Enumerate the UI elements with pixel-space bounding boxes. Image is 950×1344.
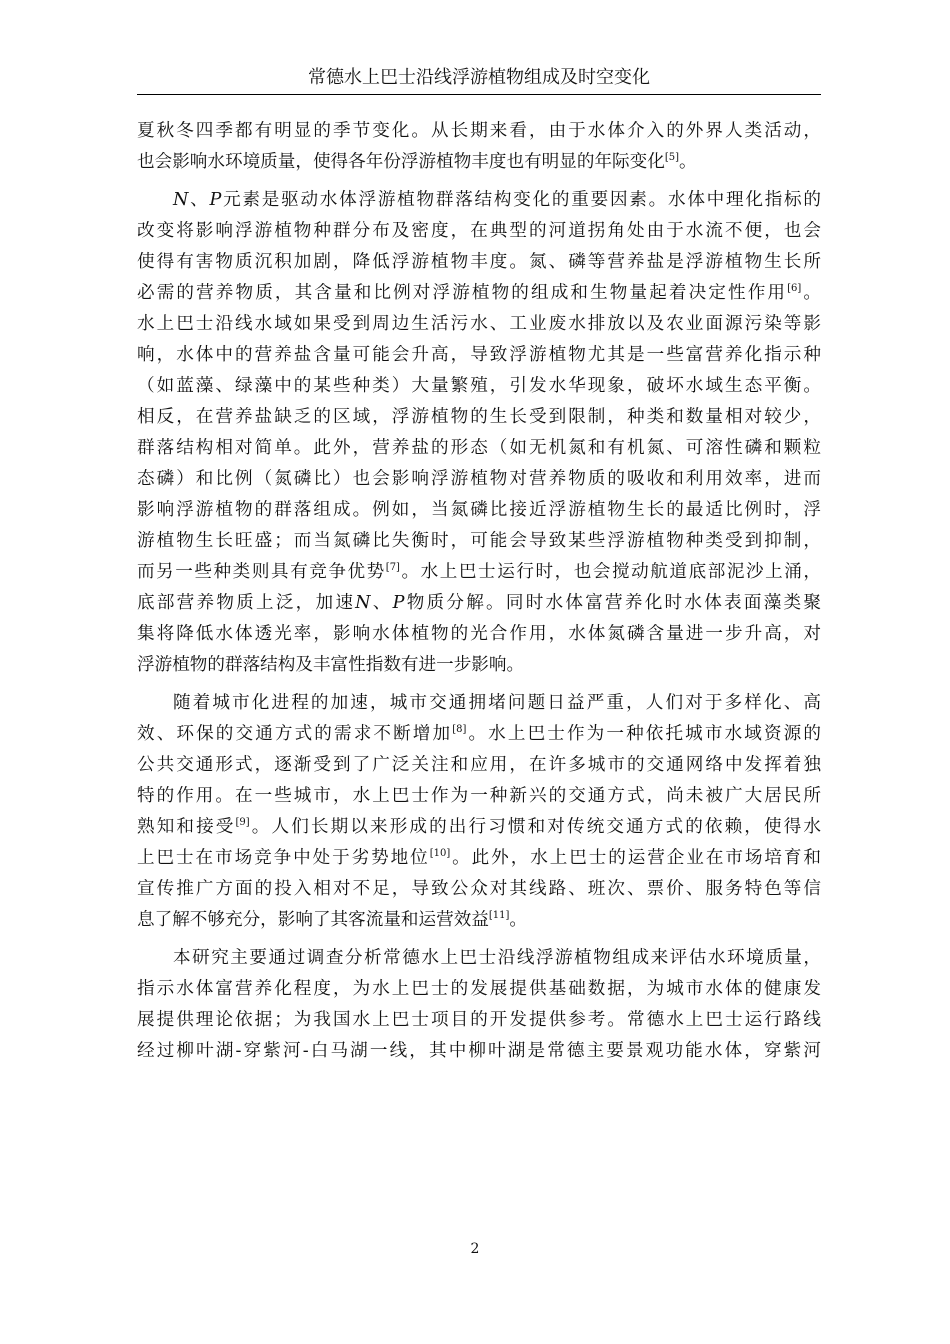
text-line (137, 688, 821, 719)
citation-ref: [7] (385, 562, 400, 573)
italic-symbol: N (173, 190, 189, 210)
text-run: 影响浮游植物的群落组成。例如，当氮磷比接近浮游植物生长的最适比例时，浮 (137, 500, 821, 520)
italic-symbol: P (392, 593, 405, 613)
text-run: 而另一些种类则具有竞争优势 (137, 562, 386, 582)
text-line (137, 812, 821, 843)
text-run: 。 (509, 910, 528, 930)
text-run: 特的作用。在一些城市，水上巴士作为一种新兴的交通方式，尚未被广大居民所 (137, 786, 821, 806)
text-run: 。水上巴士作为一种依托城市水域资源的 (466, 724, 821, 744)
text-run: 效、环保的交通方式的需求不断增加 (137, 724, 453, 744)
text-line (137, 495, 821, 526)
paragraph (137, 943, 821, 1067)
text-run: 改变将影响浮游植物种群分布及密度，在典型的河道拐角处由于水流不便，也会 (137, 221, 821, 241)
text-run: 底部营养物质上泛，加速 (137, 593, 356, 613)
text-line (137, 371, 821, 402)
paragraph (137, 185, 821, 681)
text-run: 游植物生长旺盛；而当氮磷比失衡时，可能会导致某些浮游植物种类受到抑制， (137, 531, 821, 551)
text-run: 展提供理论依据；为我国水上巴士项目的开发提供参考。常德水上巴士运行路线 (137, 1010, 821, 1030)
citation-ref: [9] (235, 817, 250, 828)
text-run: 。水上巴士运行时，也会搅动航道底部泥沙上涌， (399, 562, 821, 582)
text-run: 熟知和接受 (137, 817, 236, 837)
text-run: （如蓝藻、绿藻中的某些种类）大量繁殖，引发水华现象，破坏水域生态平衡。 (137, 376, 821, 396)
text-run: 态磷）和比例（氮磷比）也会影响浮游植物对营养物质的吸收和利用效率，进而 (137, 469, 821, 489)
text-line (137, 185, 821, 216)
text-run: 元素是驱动水体浮游植物群落结构变化的重要因素。水体中理化指标的 (221, 190, 821, 210)
text-line (137, 719, 821, 750)
text-run: 相反，在营养盐缺乏的区域，浮游植物的生长受到限制，种类和数量相对较少， (137, 407, 821, 427)
text-run: 必需的营养物质，其含量和比例对浮游植物的组成和生物量起着决定性作用 (137, 283, 788, 303)
text-run: 、 (370, 593, 393, 613)
paragraph (137, 116, 821, 178)
text-run: 。 (679, 152, 697, 172)
text-line (137, 1036, 821, 1067)
citation-ref: [5] (664, 152, 679, 163)
text-run: 指示水体富营养化程度，为水上巴士的发展提供基础数据，为城市水体的健康发 (137, 979, 821, 999)
text-run: 集将降低水体透光率，影响水体植物的光合作用，水体氮磷含量进一步升高，对 (137, 624, 821, 644)
text-line (137, 464, 821, 495)
text-run: 。 (801, 283, 821, 303)
text-line (137, 433, 821, 464)
text-line (137, 588, 821, 619)
paragraph (137, 688, 821, 936)
text-line (137, 278, 821, 309)
citation-ref: [6] (787, 283, 802, 294)
text-run: 上巴士在市场竞争中处于劣势地位 (137, 848, 430, 868)
paragraph-gap (137, 936, 821, 943)
text-line (137, 650, 821, 681)
paragraph-gap (137, 681, 821, 688)
text-line (137, 116, 821, 147)
text-line (137, 905, 821, 936)
text-run: 经过柳叶湖-穿紫河-白马湖一线，其中柳叶湖是常德主要景观功能水体，穿紫河 (137, 1041, 821, 1061)
citation-ref: [10] (429, 848, 451, 859)
text-line (137, 309, 821, 340)
text-run: 浮游植物的群落结构及丰富性指数有进一步影响。 (137, 655, 525, 675)
text-line (137, 974, 821, 1005)
text-run: 。人们长期以来形成的出行习惯和对传统交通方式的依赖，使得水 (249, 817, 821, 837)
text-line (137, 843, 821, 874)
text-run: 也会影响水环境质量，使得各年份浮游植物丰度也有明显的年际变化 (137, 152, 665, 172)
citation-ref: [11] (488, 910, 510, 921)
text-run: 随着城市化进程的加速，城市交通拥堵问题日益严重，人们对于多样化、高 (173, 693, 821, 713)
text-line (137, 781, 821, 812)
running-header-title: 常德水上巴士沿线浮游植物组成及时空变化 (308, 67, 650, 88)
text-run: 夏秋冬四季都有明显的季节变化。从长期来看，由于水体介入的外界人类活动， (137, 121, 821, 141)
page-number: 2 (470, 1241, 480, 1257)
text-run: 群落结构相对简单。此外，营养盐的形态（如无机氮和有机氮、可溶性磷和颗粒 (137, 438, 821, 458)
text-line (137, 1005, 821, 1036)
text-run: 息了解不够充分，影响了其客流量和运营效益 (137, 910, 489, 930)
text-line (137, 526, 821, 557)
text-run: 。此外，水上巴士的运营企业在市场培育和 (450, 848, 821, 868)
italic-symbol: N (355, 593, 371, 613)
paragraph-gap (137, 178, 821, 185)
citation-ref: [8] (452, 724, 467, 735)
text-line (137, 340, 821, 371)
text-run: 物质分解。同时水体富营养化时水体表面藻类聚 (404, 593, 821, 613)
text-line (137, 147, 821, 178)
text-line (137, 943, 821, 974)
text-line (137, 247, 821, 278)
text-line (137, 750, 821, 781)
text-run: 水上巴士沿线水域如果受到周边生活污水、工业废水排放以及农业面源污染等影 (137, 314, 821, 334)
text-line (137, 557, 821, 588)
text-line (137, 874, 821, 905)
text-line (137, 619, 821, 650)
text-run: 宣传推广方面的投入相对不足，导致公众对其线路、班次、票价、服务特色等信 (137, 879, 821, 899)
text-run: 、 (188, 190, 210, 210)
text-run: 响，水体中的营养盐含量可能会升高，导致浮游植物尤其是一些富营养化指示种 (137, 345, 821, 365)
italic-symbol: P (209, 190, 222, 210)
text-run: 公共交通形式，逐渐受到了广泛关注和应用，在许多城市的交通网络中发挥着独 (137, 755, 821, 775)
text-line (137, 216, 821, 247)
text-run: 使得有害物质沉积加剧，降低浮游植物丰度。氮、磷等营养盐是浮游植物生长所 (137, 252, 821, 272)
text-run: 本研究主要通过调查分析常德水上巴士沿线浮游植物组成来评估水环境质量， (173, 948, 821, 968)
text-line (137, 402, 821, 433)
main-body-text (137, 116, 821, 1067)
header-divider (137, 94, 821, 95)
